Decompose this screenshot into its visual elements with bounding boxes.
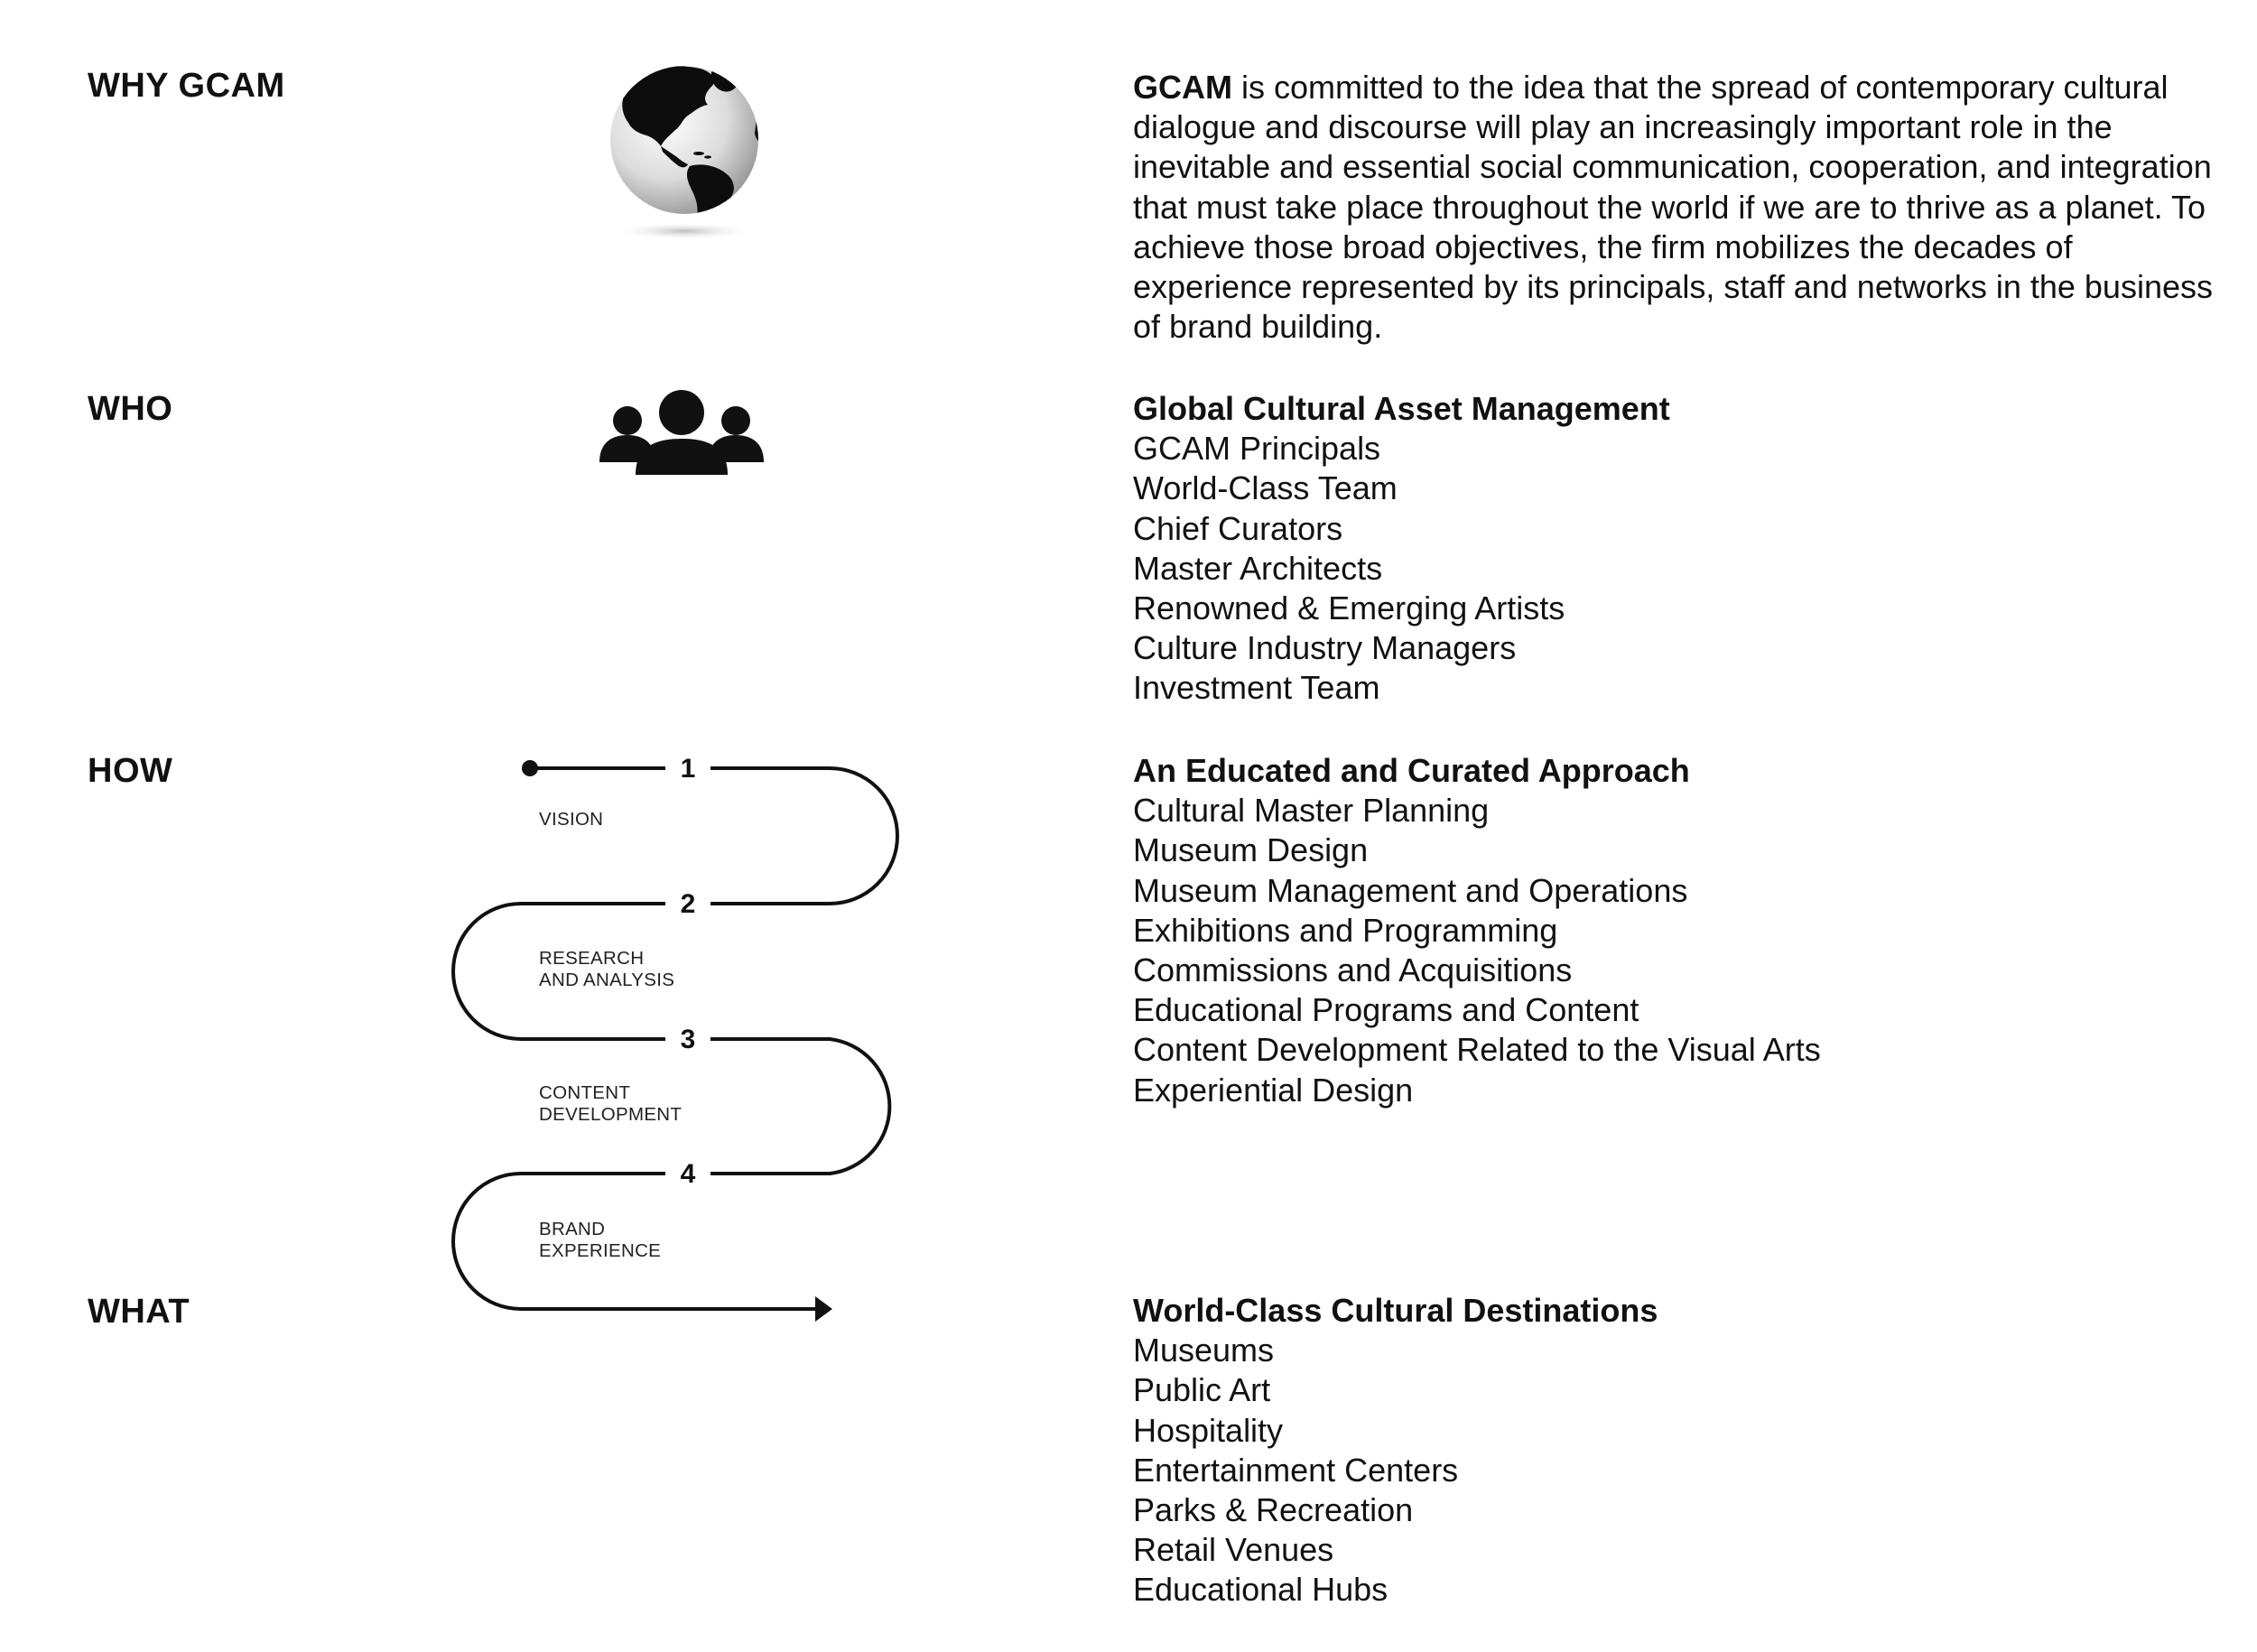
step-number-2: 2 <box>680 889 696 919</box>
step-label-research: RESEARCH <box>539 948 645 969</box>
who-list <box>1133 429 2216 708</box>
list-item: GCAM Principals <box>1133 430 1381 468</box>
section-label-who: WHO <box>88 390 173 428</box>
process-path-segment-1b <box>711 768 897 904</box>
list-item: Entertainment Centers <box>1133 1451 1459 1489</box>
section-label-what: WHAT <box>88 1293 190 1331</box>
what-list <box>1133 1331 2216 1610</box>
list-item: Commissions and Acquisitions <box>1133 951 1573 989</box>
list-item: Educational Programs and Content <box>1133 991 1639 1029</box>
why-lead: GCAM <box>1133 69 1232 106</box>
how-heading: An Educated and Curated Approach <box>1133 752 1690 789</box>
what-heading: World-Class Cultural Destinations <box>1133 1292 1658 1329</box>
list-item: Master Architects <box>1133 549 1383 587</box>
list-item: Renowned & Emerging Artists <box>1133 589 1565 627</box>
how-block <box>1133 751 2216 1110</box>
step-number-3: 3 <box>680 1025 696 1054</box>
step-number-4: 4 <box>680 1159 696 1189</box>
step-label-content-2: DEVELOPMENT <box>539 1104 683 1125</box>
list-item: Exhibitions and Programming <box>1133 911 1558 949</box>
why-body: is committed to the idea that the spread of contemporary cultural dialogue and discourse will play an increasingly important role in the inevitable and essential social communication, cooperation, and integration that must take place throughout the world if we are to thrive as a planet. To achieve those broad objectives, the firm mobilizes the decades of experience represented by its principals, staff and networks in the business of brand building. <box>1133 69 2213 346</box>
list-item: Experiential Design <box>1133 1071 1414 1109</box>
what-block <box>1133 1291 2216 1610</box>
list-item: Culture Industry Managers <box>1133 629 1517 667</box>
list-item: World-Class Team <box>1133 469 1398 507</box>
why-description <box>1133 68 2216 347</box>
step-label-brand-2: EXPERIENCE <box>539 1240 662 1261</box>
list-item: Educational Hubs <box>1133 1571 1389 1609</box>
process-start-dot <box>522 760 538 776</box>
list-item: Museums <box>1133 1332 1275 1369</box>
list-item: Content Development Related to the Visual Arts <box>1133 1031 1821 1069</box>
list-item: Retail Venues <box>1133 1531 1334 1569</box>
list-item: Investment Team <box>1133 669 1380 707</box>
step-label-research-2: AND ANALYSIS <box>539 970 675 990</box>
step-label-brand: BRAND <box>539 1219 606 1239</box>
list-item: Chief Curators <box>1133 509 1343 547</box>
step-label-vision: VISION <box>539 809 604 830</box>
how-list <box>1133 791 2216 1110</box>
step-number-1: 1 <box>680 754 696 784</box>
section-label-how: HOW <box>88 752 173 790</box>
who-block <box>1133 389 2216 709</box>
process-diagram <box>0 0 948 1354</box>
list-item: Museum Management and Operations <box>1133 871 1688 909</box>
who-heading: Global Cultural Asset Management <box>1133 390 1670 427</box>
process-path-segment-3 <box>711 1039 889 1174</box>
arrow-right-icon <box>815 1296 832 1322</box>
why-paragraph <box>1133 68 2216 347</box>
list-item: Museum Design <box>1133 831 1369 869</box>
list-item: Hospitality <box>1133 1411 1284 1449</box>
list-item: Cultural Master Planning <box>1133 792 1490 830</box>
step-label-content: CONTENT <box>539 1082 631 1103</box>
section-label-why: WHY GCAM <box>88 67 285 105</box>
list-item: Parks & Recreation <box>1133 1491 1414 1529</box>
list-item: Public Art <box>1133 1371 1271 1409</box>
